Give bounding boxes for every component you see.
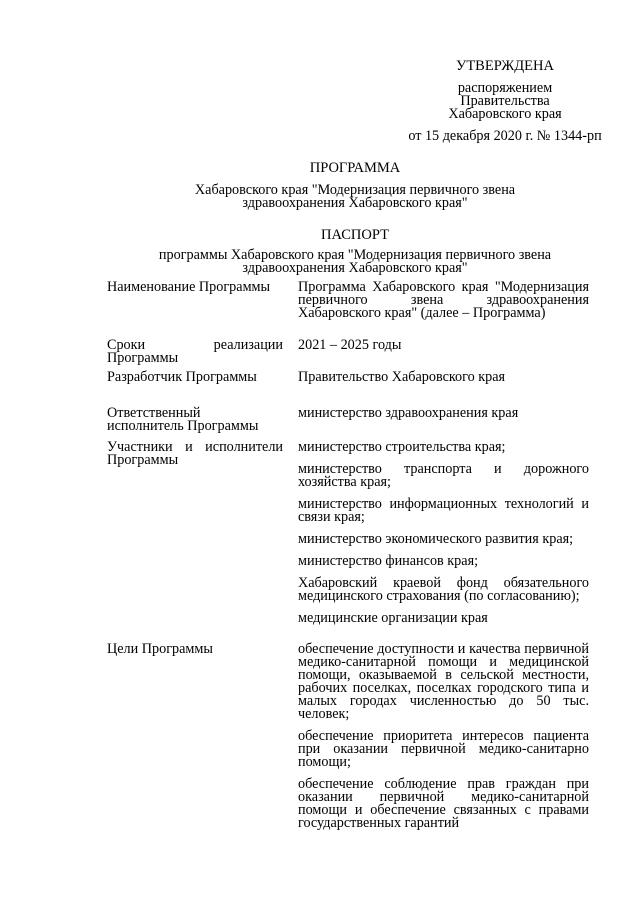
program-name-line-1: Хабаровского края "Модернизация первичного звена [194, 182, 516, 198]
approval-line-2: Правительства [460, 93, 550, 109]
passport-name [100, 249, 610, 275]
row-value [298, 339, 589, 361]
row-label [107, 339, 283, 365]
row-value-paragraph: обеспечение соблюдение прав граждан при оказании первичной медико-санитарной помощи и обеспечение связанных с правами государственных гарантий [298, 776, 589, 831]
row-value-paragraph: Правительство Хабаровского края [298, 369, 506, 385]
row-value-paragraph: обеспечение приоритета интересов пациента при оказании первичной медико-санитарно помощи; [298, 728, 589, 770]
row-label [107, 407, 283, 433]
passport-heading [100, 229, 610, 242]
row-value [298, 643, 589, 839]
passport-name-line-1: программы Хабаровского края "Модернизация первичного звена [158, 247, 552, 263]
approval-date-line: от 15 декабря 2020 г. № 1344-рп [408, 128, 602, 144]
row-label [107, 441, 283, 467]
row-label-line: Цели Программы [107, 641, 213, 657]
row-value [298, 441, 589, 634]
row-value-paragraph: министерство строительства края; [298, 439, 506, 455]
row-value-paragraph: обеспечение доступности и качества первичной медико-санитарной помощи и медицинской помощи, оказываемой в сельской местности, рабочих поселках, поселках городского типа и малых городах численностью до 50 тыс. человек; [298, 641, 589, 722]
program-heading [100, 162, 610, 175]
row-value [298, 407, 589, 429]
approval-line-3: Хабаровского края [448, 106, 562, 122]
row-label [107, 371, 283, 384]
row-value-paragraph: Хабаровский краевой фонд обязательного медицинского страхования (по согласованию); [298, 575, 589, 604]
passport-title: ПАСПОРТ [321, 227, 389, 243]
row-label [107, 643, 283, 656]
row-value-paragraph: министерство транспорта и дорожного хозяйства края; [298, 461, 589, 490]
row-value-paragraph: министерство экономического развития края; [298, 531, 574, 547]
row-label [107, 281, 283, 294]
row-label-line: Программы [107, 452, 179, 468]
program-name [100, 184, 610, 210]
row-value-paragraph: Программа Хабаровского края "Модернизация первичного звена здравоохранения Хабаровского края" (далее – Программа) [298, 279, 589, 321]
row-value-paragraph: министерство информационных технологий и связи края; [298, 496, 589, 525]
row-label-line: исполнитель Программы [107, 418, 259, 434]
row-label-line: Наименование Программы [107, 279, 271, 295]
approval-title: УТВЕРЖДЕНА [456, 58, 554, 74]
row-label-line: Участники и исполнители [107, 439, 283, 455]
row-label-line: Сроки реализации [107, 337, 283, 353]
row-value-paragraph: министерство здравоохранения края [298, 405, 519, 421]
approval-block [400, 60, 610, 143]
program-name-line-2: здравоохранения Хабаровского края" [242, 195, 468, 211]
row-label-line: Программы [107, 350, 179, 366]
passport-name-line-2: здравоохранения Хабаровского края" [242, 260, 468, 276]
row-value [298, 371, 589, 393]
row-label-line: Разработчик Программы [107, 369, 257, 385]
approval-line-1: распоряжением [457, 80, 553, 96]
row-value-paragraph: 2021 – 2025 годы [298, 337, 402, 353]
row-value-paragraph: министерство финансов края; [298, 553, 479, 569]
program-title: ПРОГРАММА [309, 160, 401, 176]
row-value-paragraph: медицинские организации края [298, 610, 488, 626]
row-value [298, 281, 589, 329]
row-label-line: Ответственный [107, 405, 201, 421]
